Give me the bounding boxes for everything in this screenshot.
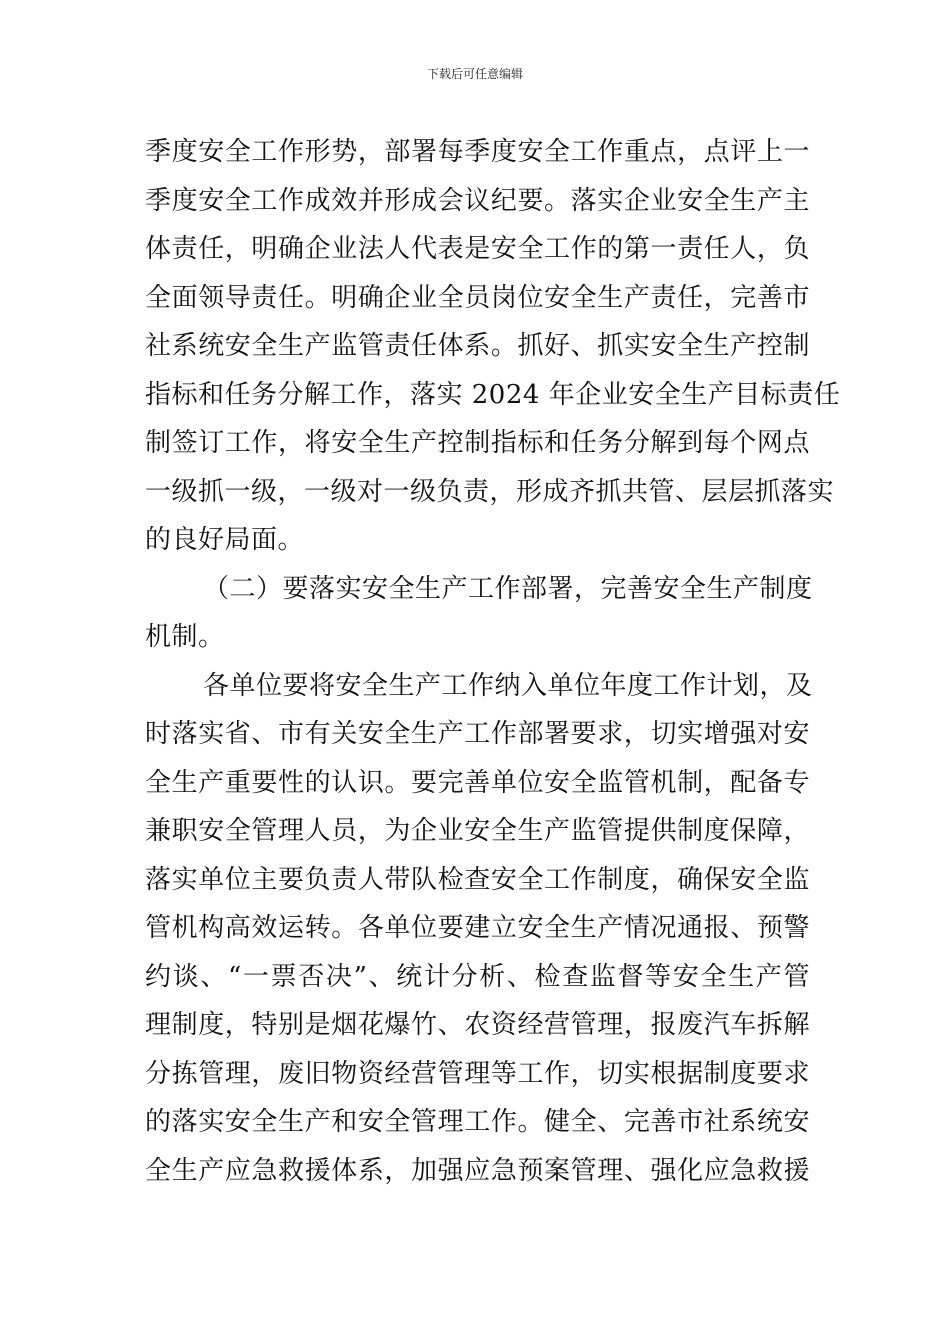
text-line: 全面领导责任。明确企业全员岗位安全生产责任，完善市 [145, 282, 810, 313]
page-header: 下载后可任意编辑 [426, 67, 523, 81]
text-line: 时落实省、市有关安全生产工作部署要求，切实增强对安 [145, 719, 810, 749]
text-line: 社系统安全生产监管责任体系。抓好、抓实安全生产控制 [145, 331, 810, 361]
text-line: 的良好局面。 [145, 525, 305, 555]
text-line: 体责任，明确企业法人代表是安全工作的第一责任人，负 [145, 234, 810, 264]
document-body [145, 128, 841, 1195]
text-line: 兼职安全管理人员，为企业安全生产监管提供制度保障， [145, 816, 810, 846]
text-line: 理制度，特别是烟花爆竹、农资经营管理，报废汽车拆解 [145, 1010, 810, 1040]
text-line: 制签订工作，将安全生产控制指标和任务分解到每个网点 [145, 428, 810, 458]
text-line: 各单位要将安全生产工作纳入单位年度工作计划，及 [203, 670, 813, 701]
text-line: 季度安全工作成效并形成会议纪要。落实企业安全生产主 [145, 185, 810, 216]
text-line: 分拣管理，废旧物资经营管理等工作，切实根据制度要求 [145, 1058, 810, 1089]
text-line: 约谈、“一票否决”、统计分析、检查监督等安全生产管 [145, 961, 810, 992]
section-heading-line: 机制。 [145, 622, 225, 652]
text-line: 全生产应急救援体系，加强应急预案管理、强化应急救援 [145, 1155, 810, 1186]
text-line: 季度安全工作形势，部署每季度安全工作重点，点评上一 [145, 137, 810, 167]
text-line: 全生产重要性的认识。要完善单位安全监管机制，配备专 [145, 767, 810, 798]
text-line: 一级抓一级，一级对一级负责，形成齐抓共管、层层抓落实 [145, 476, 835, 507]
text-line: 落实单位主要负责人带队检查安全工作制度，确保安全监 [145, 864, 810, 895]
text-line: 指标和任务分解工作，落实 2024 年企业安全生产目标责任 [145, 379, 841, 410]
section-heading-line: （二）要落实安全生产工作部署，完善安全生产制度 [203, 573, 813, 604]
text-line: 管机构高效运转。各单位要建立安全生产情况通报、预警 [145, 913, 810, 943]
text-line: 的落实安全生产和安全管理工作。健全、完善市社系统安 [145, 1107, 810, 1137]
